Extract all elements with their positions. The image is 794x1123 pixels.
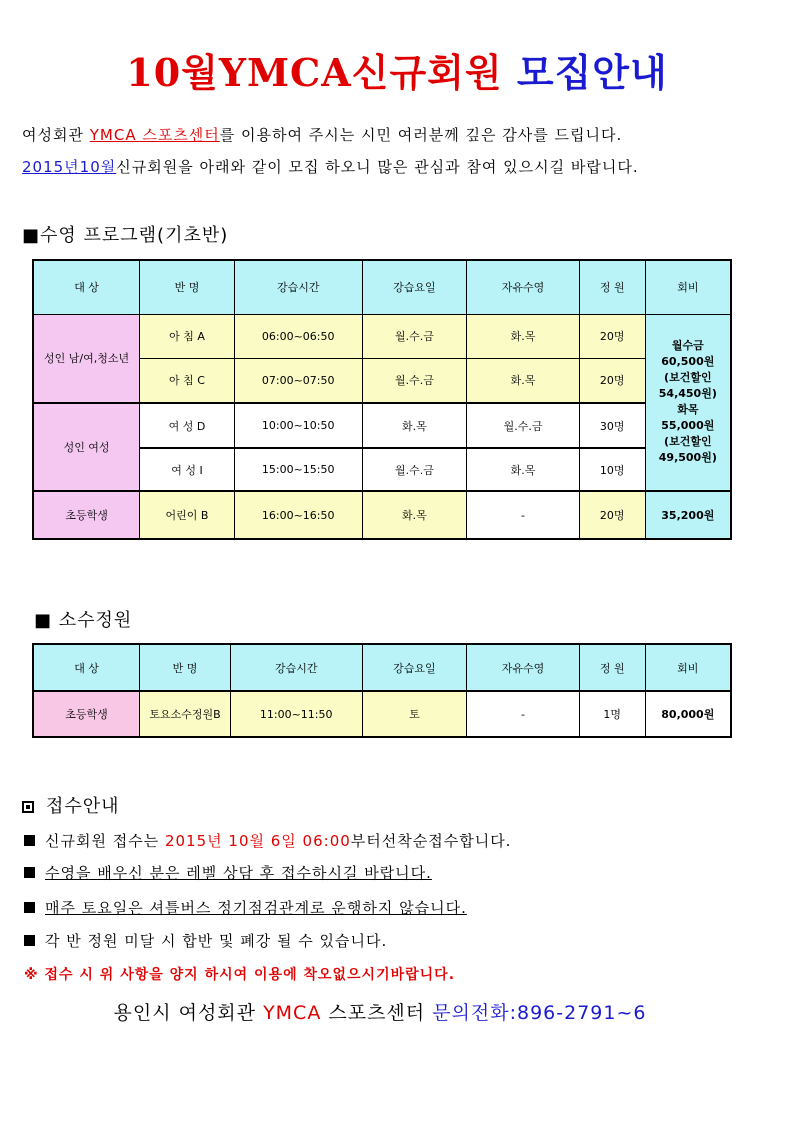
target-cell: 성인 여성: [33, 403, 140, 491]
intro-text: 신규회원을 아래와 같이 모집 하오니 많은 관심과 참여 있으시길 바랍니다.: [116, 158, 639, 176]
intro-ymca-link: YMCA 스포츠센터: [89, 126, 220, 144]
header-cell: 대 상: [33, 644, 140, 691]
notice-text: 수영을 배우신 분은 레벨 상담 후 접수하시길 바랍니다.: [45, 864, 432, 882]
day-cell: 월.수.금: [362, 358, 467, 403]
capacity-cell: 20명: [579, 491, 645, 539]
free-swim-cell: 화.목: [467, 314, 580, 358]
swim-program-table: [32, 259, 732, 540]
bullet-square-icon: [24, 867, 35, 878]
bullet-square-icon: [24, 835, 35, 846]
free-swim-cell: -: [467, 691, 580, 737]
free-swim-cell: 화.목: [467, 448, 580, 491]
fee-line: 월수금: [671, 339, 704, 353]
header-cell: 강습요일: [362, 644, 467, 691]
header-cell: 강습시간: [230, 644, 362, 691]
time-cell: 06:00~06:50: [234, 314, 362, 358]
fee-line: 55,000원: [661, 419, 715, 433]
fee-line: 49,500원): [658, 451, 717, 465]
notice-item-4: [24, 930, 387, 951]
intro-text: 를 이용하여 주시는 시민 여러분께 깊은 감사를 드립니다.: [219, 126, 623, 144]
class-name-cell: 아 침 C: [140, 358, 235, 403]
section-swim-title: ■수영 프로그램(기초반): [22, 225, 229, 246]
day-cell: 월.수.금: [362, 448, 467, 491]
notice-text: 매주 토요일은 셔틀버스 정기점검관계로 운행하지 않습니다.: [45, 899, 467, 917]
intro-date-link: 2015년10월: [22, 158, 117, 176]
capacity-cell: 20명: [579, 314, 645, 358]
fee-line: 화목: [677, 403, 699, 417]
header-cell: 반 명: [140, 644, 231, 691]
target-cell: 성인 남/여,청소년: [33, 314, 140, 403]
target-cell: 초등학생: [33, 491, 140, 539]
header-cell: 회비: [645, 644, 731, 691]
header-cell: 자유수영: [467, 644, 580, 691]
capacity-cell: 30명: [579, 403, 645, 448]
day-cell: 화.목: [362, 491, 467, 539]
free-swim-cell: -: [467, 491, 580, 539]
notice-text: 각 반 정원 미달 시 합반 및 폐강 될 수 있습니다.: [45, 932, 388, 950]
fee-line: 60,500원: [661, 355, 715, 369]
table-row: [33, 691, 731, 737]
header-cell: 자유수영: [467, 260, 580, 314]
class-name-cell: 여 성 I: [140, 448, 235, 491]
notice-item-3: [24, 897, 467, 918]
fee-cell: 35,200원: [645, 491, 731, 539]
class-name-cell: 아 침 A: [140, 314, 235, 358]
section-notice-label: 접수안내: [46, 796, 120, 817]
notice-text: 신규회원 접수는: [45, 832, 165, 850]
time-cell: 16:00~16:50: [234, 491, 362, 539]
header-cell: 정 원: [579, 260, 645, 314]
footer-phone: 문의전화:896-2791~6: [432, 1002, 647, 1024]
time-cell: 11:00~11:50: [230, 691, 362, 737]
time-cell: 07:00~07:50: [234, 358, 362, 403]
title-blue: 모집안내: [516, 50, 668, 95]
header-cell: 회비: [645, 260, 731, 314]
header-cell: 정 원: [579, 644, 645, 691]
notice-text: 부터선착순접수합니다.: [350, 832, 512, 850]
fee-line: (보건할인: [664, 435, 712, 449]
footer-text: 스포츠센터: [321, 1002, 433, 1024]
day-cell: 화.목: [362, 403, 467, 448]
header-cell: 대 상: [33, 260, 140, 314]
header-cell: 강습요일: [362, 260, 467, 314]
footer-text: 용인시 여성회관: [113, 1002, 264, 1024]
header-cell: 반 명: [140, 260, 235, 314]
bullet-square-icon: [24, 902, 35, 913]
intro-text: 여성회관: [22, 126, 90, 144]
section-notice-title: [22, 792, 120, 818]
table-header-row: [33, 644, 731, 691]
target-cell: 초등학생: [33, 691, 140, 737]
table-row: [33, 491, 731, 539]
fee-cell: [645, 314, 731, 491]
day-cell: 토: [362, 691, 467, 737]
capacity-cell: 20명: [579, 358, 645, 403]
intro-line-1: [22, 124, 622, 145]
class-name-cell: 어린이 B: [140, 491, 235, 539]
fee-line: 54,450원): [658, 387, 717, 401]
page-title: [0, 42, 794, 97]
table-row: [33, 403, 731, 448]
notice-date: 2015년 10월 6일 06:00: [164, 832, 351, 850]
table-row: [33, 314, 731, 358]
capacity-cell: 1명: [579, 691, 645, 737]
bullet-square-icon: [24, 935, 35, 946]
capacity-cell: 10명: [579, 448, 645, 491]
fee-cell: 80,000원: [645, 691, 731, 737]
notice-item-2: [24, 862, 432, 883]
section-small-title: ■ 소수정원: [34, 610, 133, 631]
day-cell: 월.수.금: [362, 314, 467, 358]
notice-item-1: [24, 830, 511, 851]
class-name-cell: 토요소수정원B: [140, 691, 231, 737]
intro-line-2: [22, 156, 639, 177]
table-header-row: [33, 260, 731, 314]
time-cell: 15:00~15:50: [234, 448, 362, 491]
class-name-cell: 여 성 D: [140, 403, 235, 448]
footer-ymca: YMCA: [263, 1002, 322, 1024]
footer-contact: [0, 998, 760, 1025]
notice-warning: ※ 접수 시 위 사항을 양지 하시여 이용에 착오없으시기바랍니다.: [24, 967, 456, 983]
time-cell: 10:00~10:50: [234, 403, 362, 448]
fee-line: (보건할인: [664, 371, 712, 385]
checkbox-square-icon: [22, 801, 34, 813]
header-cell: 강습시간: [234, 260, 362, 314]
title-red: 10월YMCA신규회원: [126, 50, 503, 95]
free-swim-cell: 월.수.금: [467, 403, 580, 448]
free-swim-cell: 화.목: [467, 358, 580, 403]
small-group-table: [32, 643, 732, 738]
